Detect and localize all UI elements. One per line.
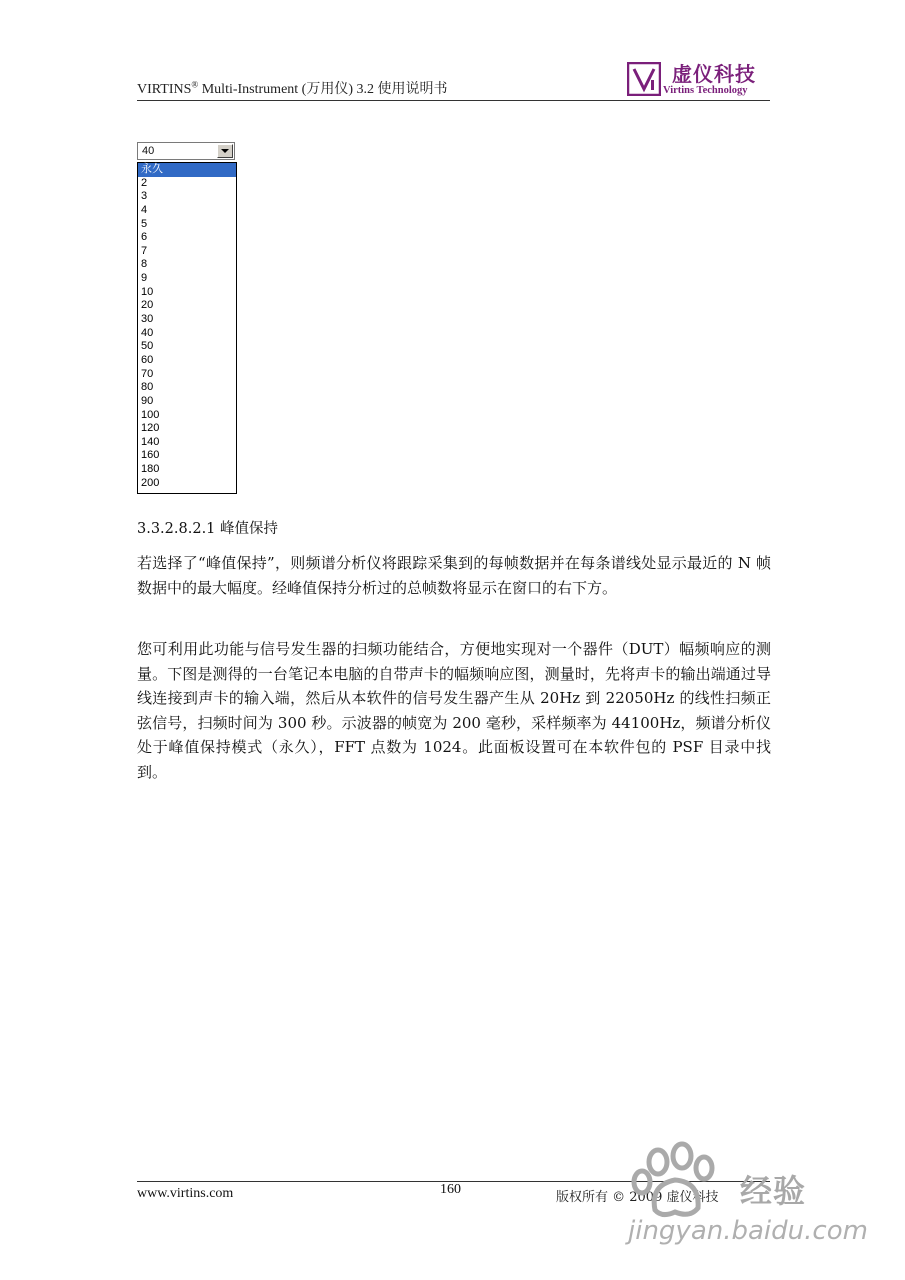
dropdown-option[interactable]: 9 <box>141 272 148 285</box>
paragraph-peak-hold: 若选择了“峰值保持”，则频谱分析仪将跟踪采集到的每帧数据并在每条谱线处显示最近的 N 帧数据中的最大幅度。经峰值保持分析过的总帧数将显示在窗口的右下方。 <box>137 554 771 597</box>
combobox-value: 40 <box>142 145 155 157</box>
dropdown-option[interactable]: 8 <box>141 258 148 271</box>
dropdown-option[interactable]: 180 <box>141 463 160 476</box>
dropdown-option[interactable]: 永久 <box>138 163 236 177</box>
dropdown-option[interactable]: 140 <box>141 435 160 448</box>
dropdown-option[interactable]: 4 <box>141 203 148 216</box>
dropdown-option[interactable]: 7 <box>141 244 148 257</box>
company-logo <box>627 58 767 100</box>
virtins-logo-icon <box>627 62 661 96</box>
dropdown-option[interactable]: 20 <box>141 299 154 312</box>
page-number: 160 <box>440 1182 461 1197</box>
dropdown-option[interactable]: 5 <box>141 217 148 230</box>
footer-copyright: 版权所有 © 2009 虚仪科技 <box>556 1190 719 1205</box>
frames-hold-dropdown-list[interactable] <box>137 162 237 494</box>
dropdown-option[interactable]: 160 <box>141 449 160 462</box>
chevron-down-icon <box>221 149 229 153</box>
dropdown-option[interactable]: 30 <box>141 313 154 326</box>
header-title-rest: Multi-Instrument (万用仪) 3.2 使用说明书 <box>198 82 448 97</box>
dropdown-option[interactable]: 6 <box>141 231 148 244</box>
paragraph-frequency-response: 您可利用此功能与信号发生器的扫频功能结合，方便地实现对一个器件（DUT）幅频响应的测量。下图是测得的一台笔记本电脑的自带声卡的幅频响应图，测量时，先将声卡的输出端通过导线连接到声卡的输入端，然后从本软件的信号发生器产生从 20Hz 到 22050Hz 的线性扫频正弦信号，扫频时间为 300 秒。示波器的帧宽为 200 毫秒，采样频率为 44100Hz，频谱分析仪处于峰值保持模式（永久），FFT 点数为 1024。此面板设置可在本软件包的 PSF 目录中找到。 <box>137 640 771 781</box>
baidu-jingyan-watermark <box>620 1140 890 1270</box>
dropdown-option[interactable]: 10 <box>141 285 154 298</box>
watermark-chinese-text: 经验 <box>740 1172 807 1210</box>
logo-chinese-text: 虚仪科技 <box>672 62 756 86</box>
header-divider <box>137 100 770 101</box>
dropdown-option[interactable]: 40 <box>141 326 154 339</box>
section-heading: 3.3.2.8.2.1 峰值保持 <box>137 521 279 537</box>
dropdown-option[interactable]: 120 <box>141 422 160 435</box>
dropdown-option[interactable]: 90 <box>141 394 154 407</box>
document-header-title <box>137 78 448 98</box>
dropdown-option[interactable]: 50 <box>141 340 154 353</box>
frames-hold-combobox[interactable] <box>137 142 235 160</box>
dropdown-option[interactable]: 70 <box>141 367 154 380</box>
dropdown-option[interactable]: 3 <box>141 190 148 203</box>
dropdown-option[interactable]: 200 <box>141 476 160 489</box>
dropdown-option[interactable]: 100 <box>141 408 160 421</box>
dropdown-button[interactable] <box>217 144 233 158</box>
header-title-brand: VIRTINS <box>137 82 192 97</box>
watermark-url-text: jingyan.baidu.com <box>628 1216 868 1246</box>
paw-logo-icon <box>620 1140 740 1220</box>
registered-mark: ® <box>191 79 199 90</box>
logo-english-text: Virtins Technology <box>663 85 748 96</box>
dropdown-option[interactable]: 80 <box>141 381 154 394</box>
dropdown-option[interactable]: 2 <box>141 176 148 189</box>
footer-website: www.virtins.com <box>137 1186 234 1201</box>
dropdown-option[interactable]: 60 <box>141 353 154 366</box>
